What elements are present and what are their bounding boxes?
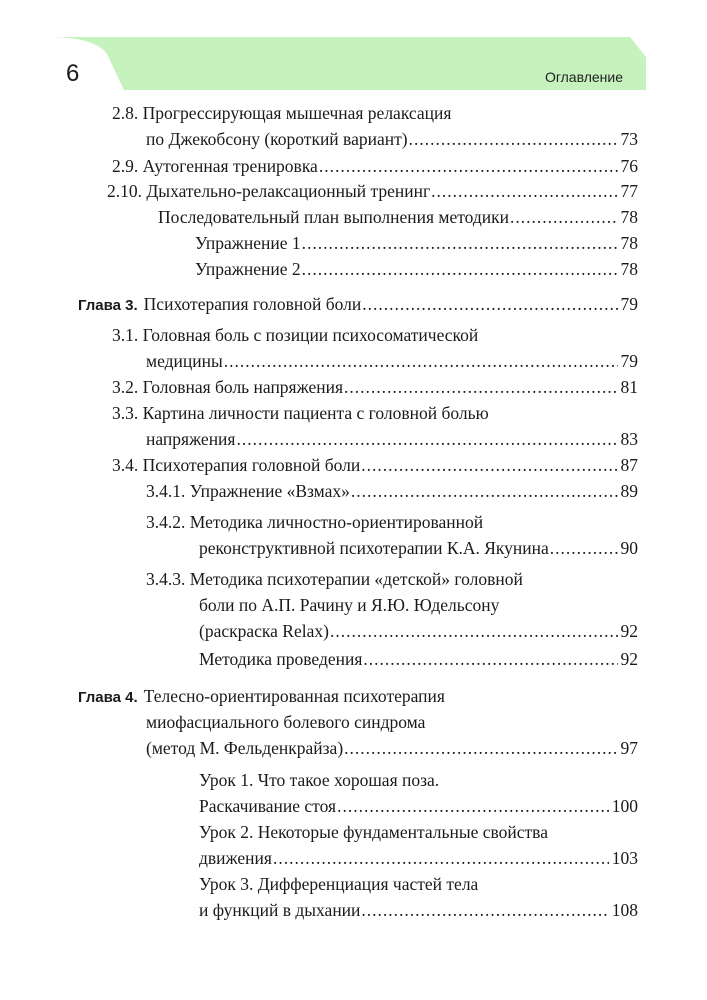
running-title: Оглавление [544,69,623,85]
toc-entry-title: Урок 1. Что такое хорошая поза. [199,770,440,790]
toc-chapter-entry[interactable] [78,292,638,316]
toc-page-number: 76 [620,156,638,176]
toc-entry-title: 2.9. Аутогенная тренировка [112,156,318,176]
toc-page-number: 79 [620,351,638,371]
toc-leader-dots [337,794,609,818]
toc-entry-title: медицины [146,351,223,371]
toc-leader-dots [363,647,617,671]
toc-entry-title: Психотерапия головной боли [143,294,362,314]
toc-entry-title: (раскраска Relax) [199,621,329,641]
toc-entry-title: 2.10. Дыхательно-релаксационный тренинг [107,181,431,201]
toc-entry-title: 3.4.2. Методика личностно-ориентированной [146,512,484,532]
toc-entry-title: Урок 3. Дифференциация частей тела [199,874,479,894]
toc-entry[interactable] [199,593,499,617]
toc-page-number: 78 [620,233,638,253]
toc-entry-title: Телесно-ориентированная психотерапия [143,686,445,706]
toc-entry-title: по Джекобсону (короткий вариант) [146,129,408,149]
toc-entry-title: Последовательный план выполнения методики [158,207,510,227]
toc-page-number: 89 [620,481,638,501]
toc-page-number: 103 [611,848,638,868]
toc-page-number: 92 [620,649,638,669]
toc-page-number: 79 [620,294,638,314]
page-header [0,0,707,100]
toc-leader-dots [351,479,618,503]
toc-entry[interactable] [199,536,638,560]
toc-leader-dots [431,179,617,203]
toc-entry-title: 3.2. Головная боль напряжения [112,377,344,397]
toc-leader-dots [302,257,618,281]
toc-entry[interactable] [146,736,638,760]
toc-entry-title: реконструктивной психотерапии К.А. Якунина [199,538,549,558]
toc-page-number: 90 [620,538,638,558]
toc-entry-title: (метод М. Фельденкрайза) [146,738,344,758]
toc-entry-title: 2.8. Прогрессирующая мышечная релаксация [112,103,452,123]
page-number: 6 [66,60,80,87]
toc-entry-title: Урок 2. Некоторые фундаментальные свойства [199,822,548,842]
toc-page-number: 97 [620,738,638,758]
toc-entry[interactable] [199,794,638,818]
toc-entry-title: Упражнение 2 [195,259,301,279]
header-accent-band [0,0,707,100]
toc-entry[interactable] [112,101,451,125]
toc-entry-title: 3.1. Головная боль с позиции психосоматической [112,325,479,345]
toc-entry[interactable] [195,231,638,255]
toc-entry-title: Раскачивание стоя [199,796,337,816]
toc-leader-dots [224,349,618,373]
toc-page-number: 81 [620,377,638,397]
toc-entry-title: 3.3. Картина личности пациента с головной болью [112,403,489,423]
toc-page-number: 100 [611,796,638,816]
toc-entry[interactable] [112,375,638,399]
toc-entry[interactable] [158,205,638,229]
toc-entry[interactable] [146,567,523,591]
toc-page-number: 87 [620,455,638,475]
toc-entry[interactable] [199,872,478,896]
toc-leader-dots [361,898,608,922]
toc-entry[interactable] [195,257,638,281]
toc-entry[interactable] [112,323,478,347]
chapter-label: Глава 3. [78,297,138,314]
toc-entry[interactable] [199,820,548,844]
toc-entry[interactable] [199,768,439,792]
toc-chapter-entry[interactable] [78,684,445,708]
toc-entry[interactable] [146,349,638,373]
toc-entry-title: боли по А.П. Рачину и Я.Ю. Юдельсону [199,595,500,615]
toc-leader-dots [273,846,609,870]
toc-entry[interactable] [199,846,638,870]
toc-page-number: 108 [611,900,638,920]
toc-page-number: 77 [620,181,638,201]
toc-entry[interactable] [146,127,638,151]
toc-entry[interactable] [146,710,425,734]
toc-entry-title: 3.4. Психотерапия головной боли [112,455,361,475]
toc-leader-dots [362,292,617,316]
toc-leader-dots [344,736,617,760]
toc-entry-title: напряжения [146,429,236,449]
toc-leader-dots [361,453,617,477]
toc-entry-title: Упражнение 1 [195,233,301,253]
toc-entry[interactable] [112,154,638,178]
chapter-label: Глава 4. [78,689,138,706]
toc-leader-dots [302,231,618,255]
toc-leader-dots [319,154,618,178]
toc-leader-dots [550,536,618,560]
toc-entry[interactable] [199,898,638,922]
toc-page-number: 78 [620,259,638,279]
toc-entry-title: миофасциального болевого синдрома [146,712,426,732]
toc-entry[interactable] [146,510,483,534]
toc-page-number: 78 [620,207,638,227]
toc-entry-title: и функций в дыхании [199,900,361,920]
toc-entry-title: 3.4.3. Методика психотерапии «детской» головной [146,569,523,589]
toc-entry[interactable] [199,619,638,643]
toc-entry-title: Методика проведения [199,649,363,669]
toc-entry[interactable] [146,479,638,503]
toc-entry[interactable] [146,427,638,451]
toc-leader-dots [510,205,617,229]
toc-page-number: 73 [620,129,638,149]
toc-leader-dots [344,375,617,399]
toc-leader-dots [330,619,618,643]
toc-entry[interactable] [107,179,638,203]
toc-page-number: 83 [620,429,638,449]
toc-entry[interactable] [112,453,638,477]
toc-entry[interactable] [112,401,489,425]
toc-leader-dots [236,427,617,451]
toc-page-number: 92 [620,621,638,641]
toc-entry-title: движения [199,848,272,868]
toc-leader-dots [409,127,618,151]
toc-entry[interactable] [199,647,638,671]
toc-entry-title: 3.4.1. Упражнение «Взмах» [146,481,350,501]
